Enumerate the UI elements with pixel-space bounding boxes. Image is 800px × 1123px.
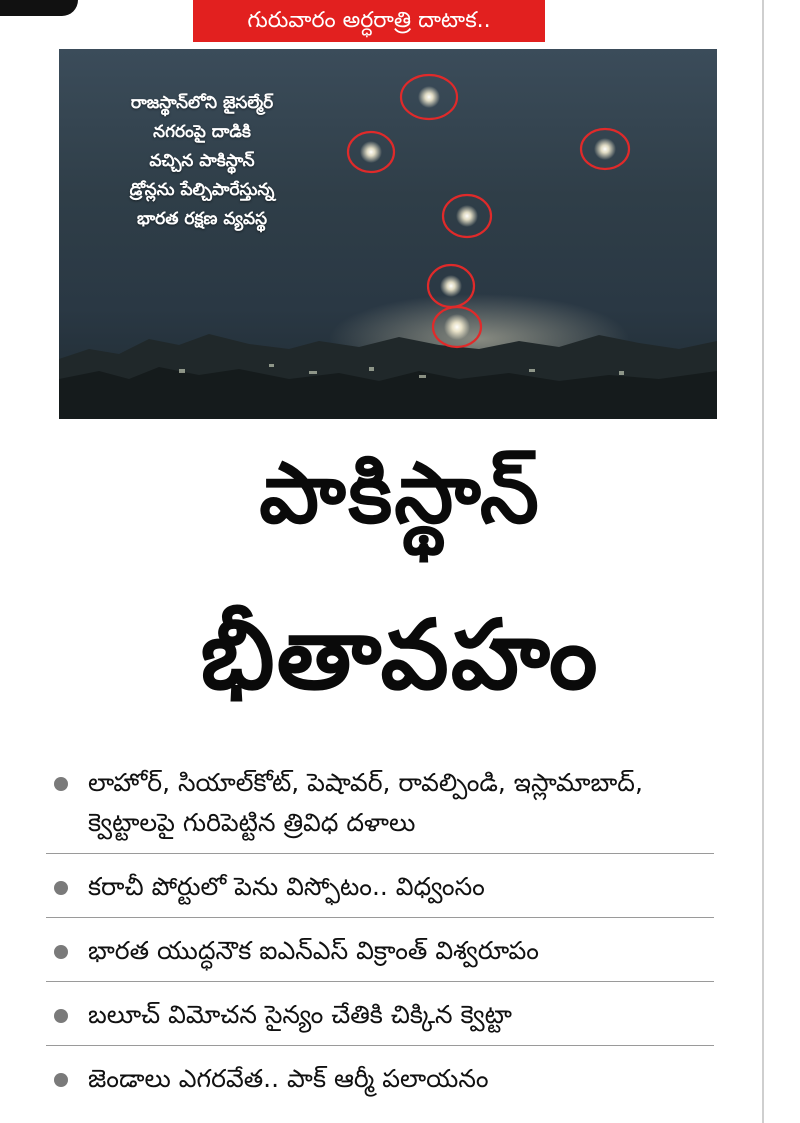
bullet-dot-icon <box>54 945 68 959</box>
caption-line: వచ్చిన పాకిస్థాన్ <box>149 151 255 171</box>
list-item-text: జెండాలు ఎగరవేత.. పాక్ ఆర్మీ పలాయనం <box>88 1064 489 1093</box>
list-item <box>46 995 714 1046</box>
bullet-dot-icon <box>54 777 68 791</box>
bullet-dot-icon <box>54 881 68 895</box>
list-item-text: బలూచ్ విమోచన సైన్యం చేతికి చిక్కిన క్వెట్టా <box>88 1000 512 1029</box>
caption-line: నగరంపై దాడికి <box>153 122 251 142</box>
list-item <box>46 931 714 982</box>
list-item <box>46 763 714 854</box>
bullet-dot-icon <box>54 1009 68 1023</box>
caption-line: రాజస్థాన్‌లోని జైసల్మేర్ <box>130 93 274 113</box>
page-corner-mark <box>0 0 78 16</box>
kicker-banner: గురువారం అర్ధరాత్రి దాటాక.. <box>193 0 545 42</box>
list-item <box>46 1059 714 1109</box>
list-item-text: కరాచీ పోర్టులో పెను విస్ఫోటం.. విధ్వంసం <box>88 872 485 901</box>
headline-line-2: భీతావహం <box>200 599 600 711</box>
photo-caption <box>97 89 307 234</box>
bullet-list <box>46 763 714 1122</box>
list-item-text: లాహోర్, సియాల్‌కోట్, పెషావర్, రావల్పిండి, ఇస్లామాబాద్, క్వెట్టాలపై గురిపెట్టిన త్రివిధ దళాలు <box>88 768 643 837</box>
news-photo <box>59 49 717 419</box>
caption-line: డ్రోన్లను పేల్చిపారేస్తున్న <box>129 180 275 200</box>
caption-line: భారత రక్షణ వ్యవస్థ <box>136 209 268 229</box>
bullet-dot-icon <box>54 1073 68 1087</box>
list-item <box>46 867 714 918</box>
list-item-text: భారత యుద్ధనౌక ఐఎన్ఎస్ విక్రాంత్ విశ్వరూపం <box>88 936 539 965</box>
headline-line-1: పాకిస్థాన్ <box>259 444 541 542</box>
column-rule <box>762 0 764 1123</box>
